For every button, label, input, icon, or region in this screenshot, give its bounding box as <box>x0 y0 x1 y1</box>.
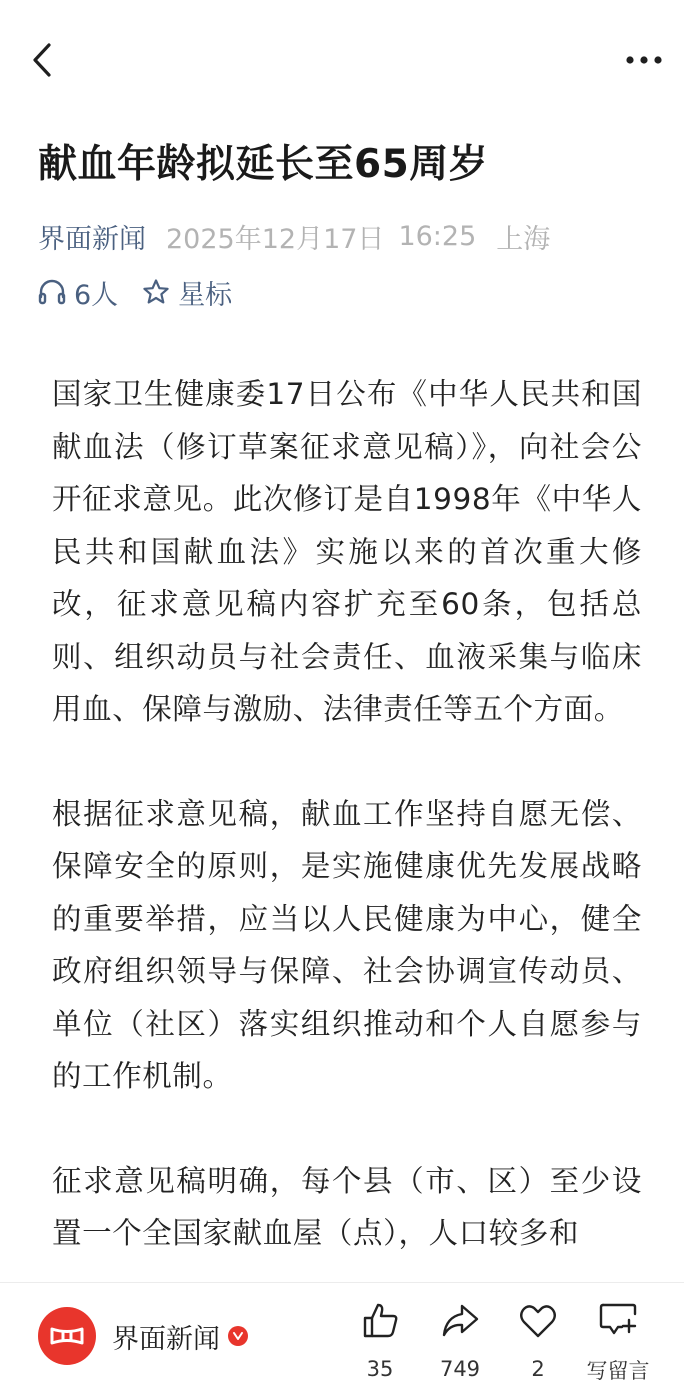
bottom-bar <box>0 1282 684 1397</box>
comment-button[interactable] <box>576 1299 660 1385</box>
top-bar <box>0 0 684 120</box>
article-time: 16:25 <box>398 220 477 252</box>
article-title: 献血年龄拟延长至65周岁 <box>38 142 489 187</box>
chevron-left-icon <box>30 42 54 78</box>
like-count: 35 <box>366 1357 394 1381</box>
article-location: 上海 <box>496 223 551 255</box>
comment-label: 写留言 <box>586 1359 650 1383</box>
article-date: 2025年12月17日 <box>166 223 385 255</box>
share-count: 749 <box>439 1357 481 1381</box>
star-label: 星标 <box>178 279 233 311</box>
brand-logo-icon <box>50 1326 84 1346</box>
like-button[interactable] <box>338 1299 422 1385</box>
article-paragraph: 根据征求意见稿，献血工作坚持自愿无偿、保障安全的原则，是实施健康优先发展战略的重要举措，应当以人民健康为中心，健全政府组织领导与保障、社会协调宣传动员、单位（社区）落实组织推动和个人自愿参与的工作机制。 <box>52 796 642 1093</box>
article-body <box>52 368 642 1312</box>
article-paragraph: 国家卫生健康委17日公布《中华人民共和国献血法（修订草案征求意见稿）》，向社会公开征求意见。此次修订是自1998年《中华人民共和国献血法》实施以来的首次重大修改，征求意见稿内容扩充至60条，包括总则、组织动员与社会责任、血液采集与临床用血、保障与激励、法律责任等五个方面。 <box>52 377 642 726</box>
headphones-icon <box>38 279 66 305</box>
share-button[interactable] <box>418 1299 502 1385</box>
article-meta <box>38 214 550 258</box>
more-button[interactable] <box>622 40 666 80</box>
listen-button[interactable] <box>38 273 118 312</box>
thumbs-up-icon <box>360 1301 400 1341</box>
brand-logo <box>38 1307 96 1365</box>
article-source[interactable]: 界面新闻 <box>38 223 146 255</box>
heart-icon <box>518 1301 558 1341</box>
article-paragraph: 征求意见稿明确，每个县（市、区）至少设置一个全国家献血屋（点），人口较多和 <box>52 1163 642 1250</box>
favorite-count: 2 <box>531 1357 545 1381</box>
verified-icon <box>228 1326 248 1346</box>
star-icon <box>142 278 170 306</box>
back-button[interactable] <box>20 38 64 82</box>
favorite-button[interactable] <box>496 1299 580 1385</box>
comment-add-icon <box>598 1300 638 1340</box>
star-button[interactable] <box>142 273 232 312</box>
brand-profile[interactable] <box>38 1307 248 1365</box>
brand-name: 界面新闻 <box>112 1323 220 1355</box>
article-sub-actions <box>38 270 232 314</box>
listener-count: 6人 <box>74 279 119 311</box>
more-horizontal-icon <box>626 55 662 65</box>
share-icon <box>440 1301 480 1341</box>
